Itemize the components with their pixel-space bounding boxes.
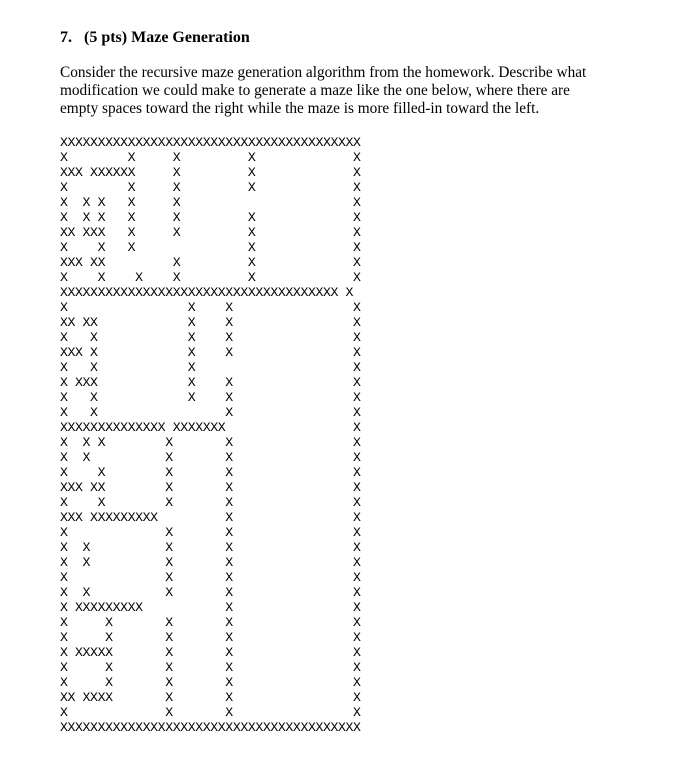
maze-row: X X X X X (60, 540, 361, 555)
prompt-line: empty spaces toward the right while the maze is more filled-in toward the left. (60, 100, 540, 117)
maze-row: X X X X X (60, 615, 361, 630)
maze-row: X X X X (60, 405, 361, 420)
maze-row: X X X X (60, 705, 361, 720)
question-number: 7. (60, 29, 72, 46)
maze-row: XXX XX X X X (60, 255, 361, 270)
maze-row: X X X X X (60, 180, 361, 195)
maze-row: X X X X X (60, 675, 361, 690)
maze-row: XX XX X X X (60, 315, 361, 330)
maze-row: X X X X X (60, 330, 361, 345)
maze-row: XXX X X X X (60, 345, 361, 360)
maze-row: X X X X X (60, 555, 361, 570)
maze-row: X X X X X (60, 390, 361, 405)
maze-row: X X X X X (60, 450, 361, 465)
question-title: Maze Generation (131, 29, 250, 46)
prompt-line: Consider the recursive maze generation algorithm from the homework. Describe what (60, 64, 587, 81)
question-points: (5 pts) (84, 29, 128, 46)
prompt-line: modification we could make to generate a maze like the one below, where there are (60, 82, 570, 99)
maze-row: X X X X X (60, 495, 361, 510)
maze-row: X X X X X (60, 660, 361, 675)
maze-row: X X X X (60, 570, 361, 585)
maze-row: XXXXXXXXXXXXXXXXXXXXXXXXXXXXXXXXXXXXXXXX (60, 720, 361, 735)
maze-row: XXXXXXXXXXXXXX XXXXXXX X (60, 420, 361, 435)
maze-row: X XXXXX X X X (60, 645, 361, 660)
maze-row: X XXXXXXXXX X X (60, 600, 361, 615)
maze-row: X X X X X (60, 465, 361, 480)
maze-row: X XXX X X X (60, 375, 361, 390)
question-heading (60, 28, 250, 48)
maze-row: XXX XXXXXXXXX X X (60, 510, 361, 525)
maze-row: XXXXXXXXXXXXXXXXXXXXXXXXXXXXXXXXXXXXXXXX (60, 135, 361, 150)
maze-row: X X X X X (60, 150, 361, 165)
maze-row: X X X X X X (60, 435, 361, 450)
maze-row: X X X X X X X (60, 210, 361, 225)
maze-row: XXX XX X X X (60, 480, 361, 495)
maze-diagram (60, 135, 361, 735)
maze-row: X X X X X X (60, 270, 361, 285)
maze-row: XXXXXXXXXXXXXXXXXXXXXXXXXXXXXXXXXXXXX X (60, 285, 354, 300)
maze-row: X X X X (60, 300, 361, 315)
maze-row: XXX XXXXXX X X X (60, 165, 361, 180)
maze-row: X X X X (60, 360, 361, 375)
maze-row: X X X X (60, 525, 361, 540)
question-prompt (60, 64, 620, 118)
maze-row: XX XXX X X X X (60, 225, 361, 240)
maze-row: XX XXXX X X X (60, 690, 361, 705)
maze-row: X X X X X (60, 240, 361, 255)
maze-row: X X X X X (60, 630, 361, 645)
maze-row: X X X X X X (60, 195, 361, 210)
maze-row: X X X X X (60, 585, 361, 600)
